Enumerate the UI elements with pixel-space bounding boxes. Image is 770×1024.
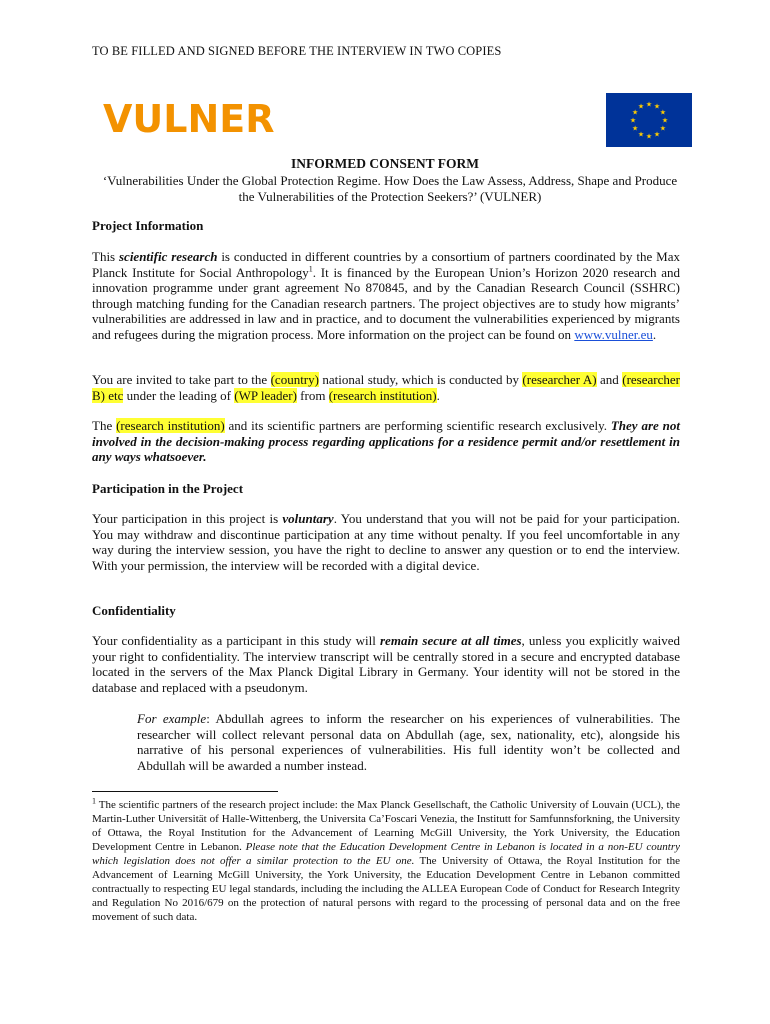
eu-flag-icon (606, 93, 692, 147)
header-notice: TO BE FILLED AND SIGNED BEFORE THE INTERVIEW IN TWO COPIES (92, 44, 502, 58)
paragraph-invitation: You are invited to take part to the (country) national study, which is conducted by (researcher A) and (researcher B) etc under the leading of (WP leader) from (research institution). (92, 372, 680, 403)
eu-star-icon: ★ (645, 132, 653, 141)
eu-star-icon: ★ (661, 116, 669, 125)
eu-star-icon: ★ (632, 108, 639, 117)
heading-project-information: Project Information (92, 218, 204, 233)
eu-star-icon: ★ (629, 116, 637, 125)
vulner-logo (103, 96, 275, 152)
eu-star-icon: ★ (659, 124, 666, 133)
heading-participation: Participation in the Project (92, 481, 244, 496)
footnote-emphasis: Please note that the Education Development Centre in Lebanon is located in a non-EU country which legislation does not offer a similar protection to the EU one. (92, 841, 680, 867)
placeholder-country: (country) (270, 372, 319, 387)
eu-star-icon: ★ (659, 108, 666, 117)
eu-star-icon: ★ (632, 124, 639, 133)
footnote-1: $^1$ The scientific partners of the research project include: the Max Planck Gesellschaft, the Catholic University of Louvain (UCL), the Martin-Luther Universität of Halle-Wittenberg, the Universita Ca’Foscari Venezia, the Institutt for Samfunnsforkning, the University of Ottawa, the Royal Institution for the Advancement of Learning McGill University, the York University, the Education Development Centre in Lebanon. Please note that the Education Development Centre in Lebanon is located in a non-EU country which legislation does not offer a similar protection to the EU one. The University of Ottawa, the Royal Institution for the Advancement of Learning McGill University, the York University, the Education Development Centre in Lebanon committed contractually to respecting EU legal standards, including the including the ALLEA European Code of Conduct for Research Integrity and Regulation No 2016/679 on the protection of natural persons with regard to the processing of personal data and on the free movement of such data. (92, 796, 680, 923)
paragraph-project-description: This scientific research is conducted in different countries by a consortium of partners coordinated by the Max Planck Institute for Social Anthropology$^1$. It is financed by the European Union’s Horizon 2020 research and innovation programme under grant agreement No 870845, and by the Canadian Research Council (SSHRC) through matching funding for the Canadian research partners. The project objectives are to study how migrants’ vulnerabilities are addressed in law and in practice, and to document the vulnerabilities experienced by migrants and refugees during the migration process. More information on the project can be found on www.vulner.eu. (92, 249, 680, 342)
emphasis-not-involved: They are not involved in the decision-making process regarding applications for a residence permit and/or resettlement in any ways whatsoever. (92, 418, 680, 465)
footnote-ref: 1 (308, 264, 313, 274)
placeholder-research-institution: (research institution) (328, 387, 437, 403)
heading-confidentiality: Confidentiality (92, 603, 176, 618)
eu-star-icon: ★ (645, 100, 653, 109)
emphasis-voluntary: voluntary (282, 511, 334, 526)
eu-star-icon: ★ (653, 102, 661, 111)
emphasis-remain-secure: remain secure at all times (380, 633, 522, 648)
eu-star-icon: ★ (653, 130, 661, 139)
form-subtitle: ‘Vulnerabilities Under the Global Protection Regime. How Does the Law Assess, Address, Shape and Produce the Vulnerabilities of the Protection Seekers?’ (VULNER) (102, 173, 678, 204)
paragraph-scientific-scope: The (research institution) and its scientific partners are performing scientific research exclusively. They are not involved in the decision-making process regarding applications for a residence permit and/or resettlement in any ways whatsoever. (92, 418, 680, 465)
eu-star-icon: ★ (637, 130, 645, 139)
placeholder-researcher-a: (researcher A) (522, 372, 597, 387)
eu-star-icon: ★ (637, 102, 645, 111)
footnote-mark: 1 (92, 796, 96, 806)
paragraph-example: For example: Abdullah agrees to inform the researcher on his experiences of vulnerabilities. The researcher will collect relevant personal data on Abdullah (age, sex, nationality, etc), alongside his narrative of his personal experiences of vulnerabilities. His full identity won’t be collected and Abdullah will be awarded a number instead. (137, 711, 680, 773)
vulner-logo-text: VULNER (103, 97, 275, 141)
vulner-website-link[interactable]: www.vulner.eu (574, 326, 653, 342)
paragraph-confidentiality: Your confidentiality as a participant in this study will remain secure at all times, unless you explicitly waived your right to confidentiality. The interview transcript will be centrally stored in a secure and encrypted database located in the servers of the Max Planck Digital Library in Germany. Your identity will not be stored in the database and replaced with a pseudonym. (92, 633, 680, 695)
emphasis-scientific-research: scientific research (118, 249, 218, 264)
placeholder-researcher-b: (researcher B) etc (92, 372, 680, 403)
placeholder-wp-leader: (WP leader) (234, 387, 297, 403)
paragraph-participation: Your participation in this project is voluntary. You understand that you will not be paid for your participation. You may withdraw and discontinue participation at any time without penalty. If you feel uncomfortable in any way during the interview session, you have the right to decline to answer any question or to end the interview. With your permission, the interview will be recorded with a digital device. (92, 511, 680, 573)
footnote-divider (92, 791, 278, 792)
form-title: INFORMED CONSENT FORM (290, 156, 479, 171)
placeholder-research-institution-2: (research institution) (116, 418, 225, 433)
emphasis-for-example: For example (137, 711, 207, 726)
